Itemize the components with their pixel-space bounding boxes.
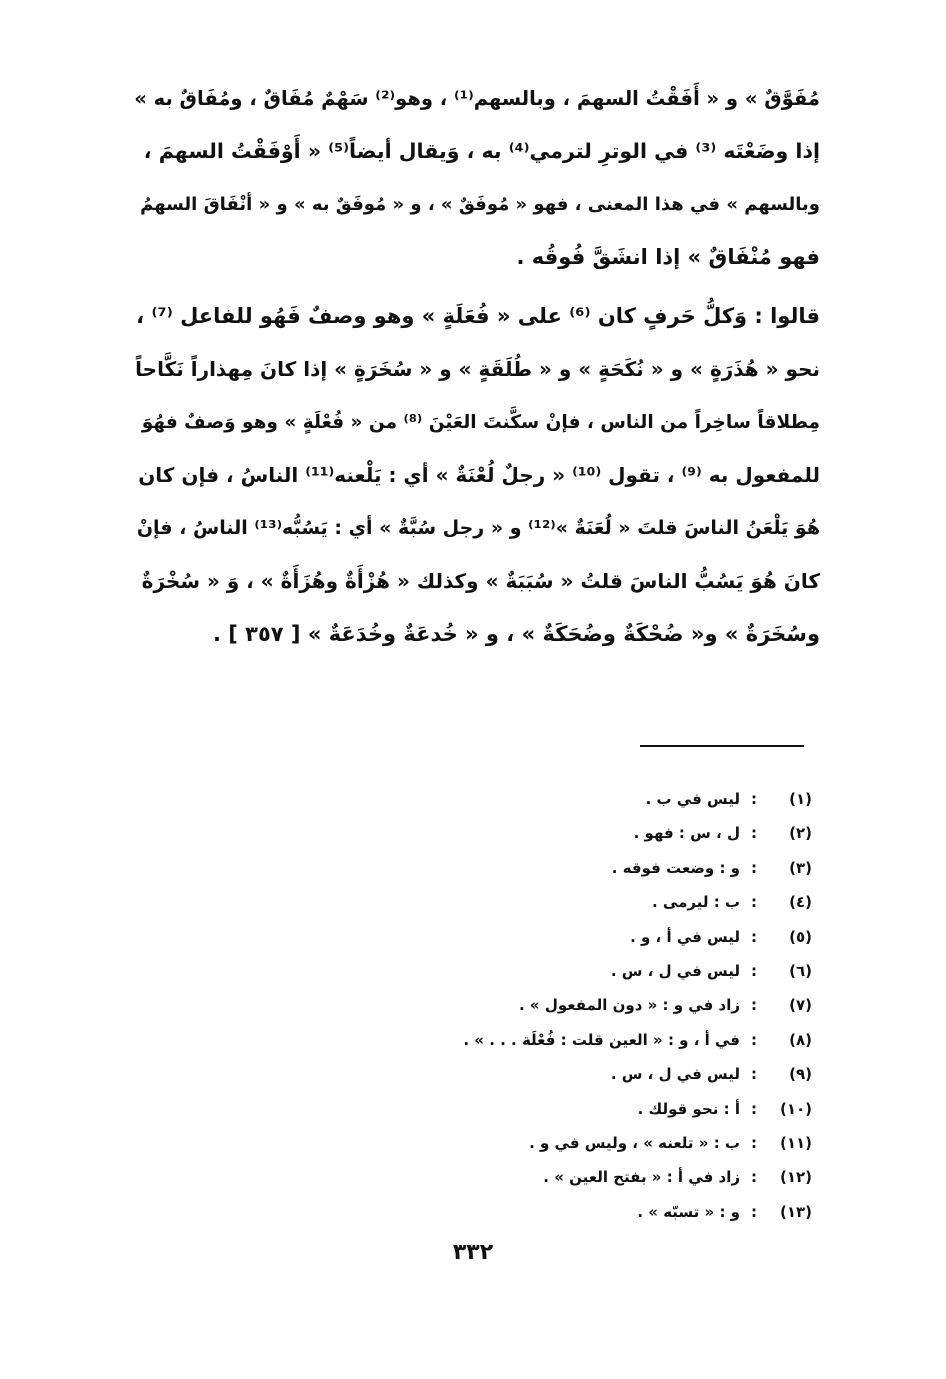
footnote-number: (١٠)	[779, 1099, 812, 1118]
main-text	[128, 72, 820, 661]
footnote-colon: :	[751, 1133, 757, 1152]
footnote-number: (٧)	[789, 996, 812, 1015]
footnote-number: (١)	[789, 790, 812, 808]
footnote-item	[360, 1160, 812, 1194]
footnote-item	[360, 920, 812, 954]
footnote-colon: :	[751, 824, 757, 843]
footnote-text: و : وضعت فوقه .	[611, 858, 740, 877]
footnote-number: (١٣)	[779, 1202, 812, 1221]
paragraph-2-line-3: مِطلاقاً ساخِراً من الناس ، فإنْ سكَّنتَ العَيْنَ ⁽⁸⁾ من « فُعْلَةٍ » وهو وَصفٌ فهُوَ	[141, 412, 820, 433]
footnote-number: (٩)	[789, 1065, 812, 1084]
footnote-text: ب : ليرمى .	[652, 893, 740, 912]
footnote-colon: :	[751, 1168, 757, 1187]
footnote-text: ل ، س : فهو .	[633, 824, 740, 843]
paragraph-2-line-6: كانَ هُوَ يَسُبُّ الناسَ قلتُ « سُبَبَةٌ » وكذلك « هُزْأَةٌ وهُزَأَةٌ » ، وَ « سُخْرَةٌ	[141, 569, 820, 593]
footnote-item	[360, 885, 812, 919]
footnote-colon: :	[751, 1065, 757, 1084]
footnote-text: ب : « تلعنه » ، وليس في و .	[529, 1133, 740, 1152]
footnote-colon: :	[751, 790, 757, 808]
footnote-number: (١١)	[779, 1133, 812, 1152]
paragraph-2-line-1: قالوا : وَكلُّ حَرفٍ كان ⁽⁶⁾ على « فُعَلَةٍ » وهو وصفٌ فَهُو للفاعل ⁽⁷⁾ ،	[136, 304, 820, 328]
footnote-item	[360, 954, 812, 988]
footnote-text: زاد في و : « دون المفعول » .	[519, 996, 740, 1015]
paragraph-1-line-2: إذا وضَعْتَه ⁽³⁾ في الوترِ لترمي⁽⁴⁾ به ، وَيقال أيضاً⁽⁵⁾ « أَوْفَقْتُ السهمَ ،	[143, 139, 820, 163]
footnote-item	[360, 851, 812, 885]
footnote-number: (٤)	[789, 893, 812, 912]
paragraph-1-line-3: وبالسهم » في هذا المعنى ، فهو « مُوفَقٌ » ، و « مُوفَقٌ به » و « أنْفَاقَ السهمُ	[140, 194, 820, 215]
footnote-item	[360, 816, 812, 850]
footnote-text: و : « تسبّه » .	[637, 1202, 740, 1221]
footnote-number: (٣)	[789, 858, 812, 877]
footnote-number: (٢)	[789, 824, 812, 843]
page-number: ٣٣٢	[452, 1240, 494, 1265]
footnote-text: ليس في أ ، و .	[630, 927, 740, 946]
footnote-item	[360, 1092, 812, 1126]
footnote-text: أ : نحو قولك .	[637, 1099, 740, 1118]
paragraph-1-line-4: فهو مُنْفَاقٌ » إذا انشَقَّ فُوقُه .	[516, 245, 820, 269]
footnote-number: (٥)	[789, 927, 812, 946]
footnote-item	[360, 1023, 812, 1057]
paragraph-2-line-2: نحو « هُذَرَةٍ » و « نُكَحَةٍ » و « طُلَقَةٍ » و « سُخَرَةٍ » إذا كانَ مِهذاراً نَكَّاحاً	[135, 357, 820, 381]
footnote-item	[360, 1057, 812, 1091]
footnote-colon: :	[751, 961, 757, 980]
footnote-item	[360, 1126, 812, 1160]
paragraph-1-line-1: مُفَوَّقٌ » و « أَفَقْتُ السهمَ ، وبالسهم⁽¹⁾ ، وهو⁽²⁾ سَهْمٌ مُفَاقٌ ، ومُفَاقٌ به »	[134, 87, 820, 110]
paragraph-2-line-7: وسُخَرَةٌ » و« ضُحْكَةٌ وضُحَكَةٌ » ، و « خُدعَةٌ وخُدَعَةٌ » [ ٣٥٧ ] .	[212, 622, 820, 646]
footnote-colon: :	[751, 927, 757, 946]
footnote-text: ليس في ل ، س .	[610, 1065, 740, 1084]
paragraph-2-line-4: للمفعول به ⁽⁹⁾ ، تقول ⁽¹⁰⁾ « رجلٌ لُعْنَةٌ » أي : يَلْعنه⁽¹¹⁾ الناسُ ، فإن كان	[138, 463, 820, 487]
footnote-text: ليس في ل ، س .	[610, 961, 740, 980]
footnote-number: (٦)	[789, 961, 812, 980]
footnote-text: ليس في ب .	[645, 790, 740, 808]
footnote-text: في أ ، و : « العين قلت : فُعْلَة . . . » .	[463, 1030, 740, 1049]
footnote-colon: :	[751, 1030, 757, 1049]
footnote-colon: :	[751, 1202, 757, 1221]
paragraph-2-line-5: هُوَ يَلْعَنُ الناسَ قلتَ « لُعَنَةٌ »⁽¹²⁾ و « رجل سُبَّةٌ » أي : يَسُبُّه⁽¹³⁾ الناسُ ، فإنْ	[136, 517, 820, 539]
footnote-item	[360, 1195, 812, 1229]
footnote-colon: :	[751, 996, 757, 1015]
footnote-separator	[640, 745, 804, 747]
footnote-colon: :	[751, 1099, 757, 1118]
footnote-item	[360, 988, 812, 1022]
footnote-number: (١٢)	[779, 1168, 812, 1187]
footnote-item	[360, 782, 812, 816]
footnote-colon: :	[751, 893, 757, 912]
footnote-number: (٨)	[789, 1030, 812, 1049]
footnotes	[360, 782, 812, 1229]
footnote-text: زاد في أ : « بفتح العين » .	[543, 1168, 740, 1187]
footnote-colon: :	[751, 858, 757, 877]
